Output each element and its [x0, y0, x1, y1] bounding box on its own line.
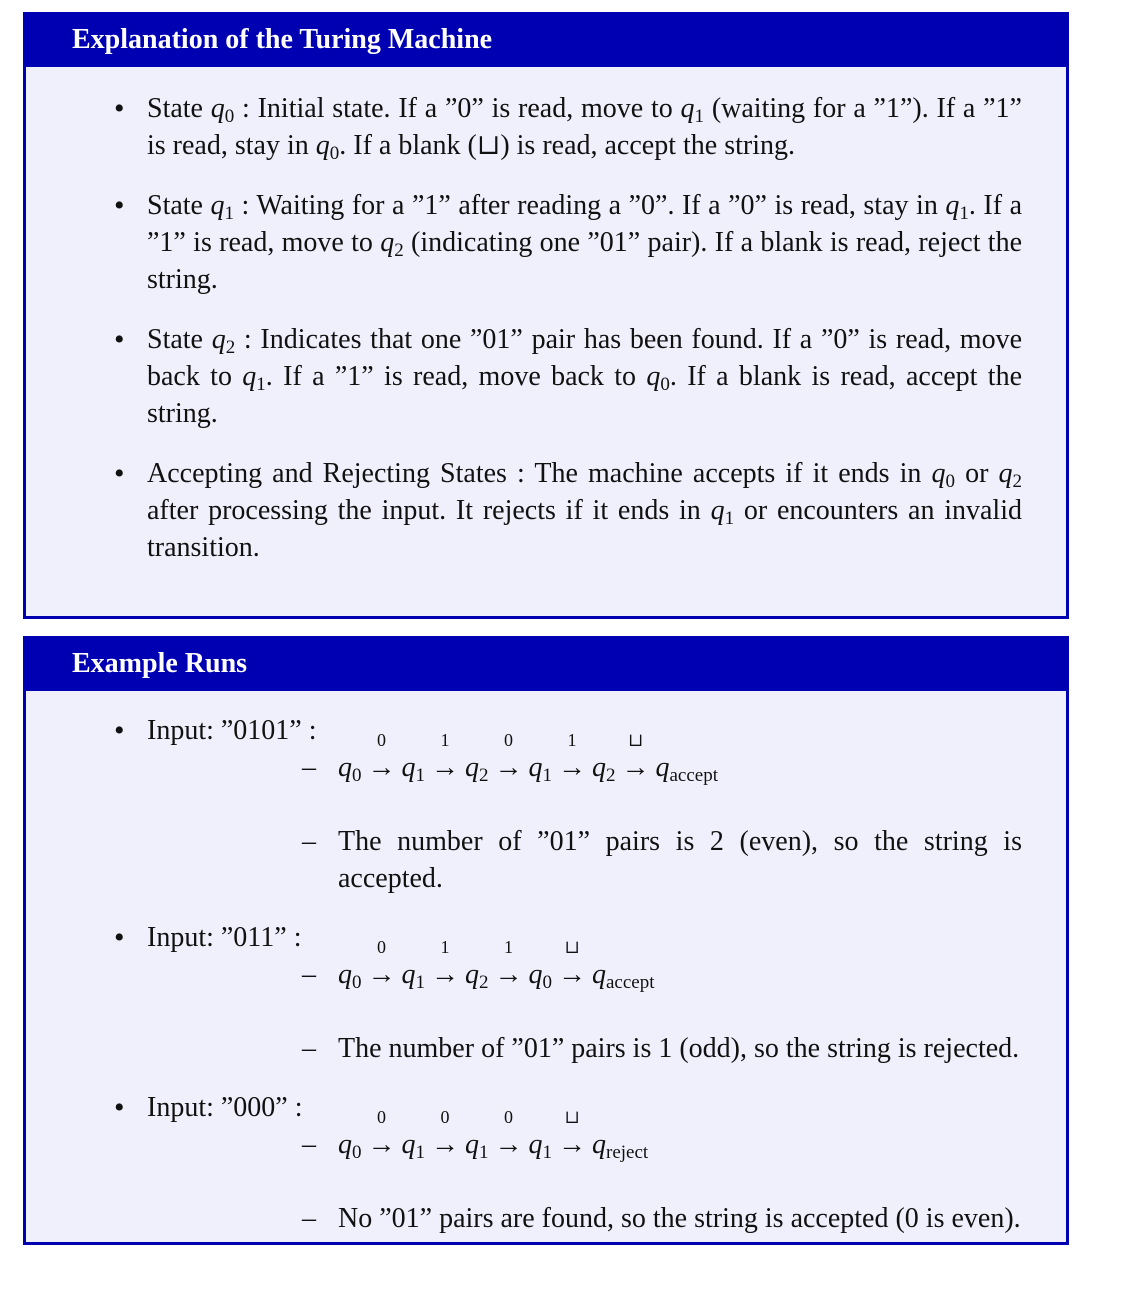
item-text: after processing the input. It rejects if it ends in	[147, 495, 711, 526]
transition-arrow	[492, 730, 526, 786]
example-runs-title: Example Runs	[26, 639, 1066, 691]
state-symbol: q	[210, 93, 225, 124]
transition-symbol: 0	[377, 730, 386, 750]
conclusion-text: The number of ”01” pairs is 2 (even), so the string is accepted.	[338, 826, 1022, 894]
item-text: State	[147, 93, 211, 124]
transition-symbol: 1	[440, 937, 450, 957]
transition-symbol: 0	[377, 937, 386, 957]
state-subscript: 1	[415, 765, 425, 786]
item-text: . If a blank (⊔) is read, accept the string.	[339, 130, 795, 161]
state-symbol: q	[655, 752, 670, 783]
transition-arrow	[555, 937, 589, 993]
transition-symbol: 0	[440, 1107, 450, 1127]
arrow-icon: →	[558, 1129, 586, 1160]
arrow-icon: →	[494, 959, 523, 990]
arrow-icon: →	[558, 752, 586, 783]
state-subscript: 2	[225, 337, 236, 358]
transition-symbol: 0	[504, 1107, 513, 1127]
transition-arrow	[619, 730, 653, 786]
arrow-icon: →	[367, 959, 396, 990]
transition-arrow	[428, 937, 462, 993]
state-subscript: 0	[352, 765, 362, 786]
state-subscript: 0	[329, 143, 340, 164]
explanation-title: Explanation of the Turing Machine	[26, 15, 1066, 67]
transition-arrow	[428, 1107, 462, 1163]
arrow-icon: →	[494, 1129, 523, 1160]
state-subscript: 0	[224, 106, 235, 127]
state-symbol: q	[528, 959, 543, 990]
run-input-label: Input: ”011” :	[147, 922, 302, 953]
state-symbol: q	[646, 361, 661, 392]
transition-symbol: 0	[504, 730, 513, 750]
state-subscript: 1	[694, 106, 705, 127]
explanation-list	[26, 67, 1066, 566]
state-subscript: 0	[352, 1142, 362, 1163]
explanation-item	[26, 90, 1066, 164]
state-subscript: 1	[542, 765, 552, 786]
transition-arrow	[365, 937, 399, 993]
run-input-label: Input: ”000” :	[147, 1092, 303, 1123]
explanation-item	[26, 321, 1066, 432]
state-symbol: q	[528, 752, 543, 783]
state-subscript: 1	[224, 203, 235, 224]
run-item	[26, 919, 1066, 1067]
transition-inner	[338, 730, 719, 790]
arrow-icon: →	[367, 752, 396, 783]
state-symbol: q	[465, 752, 479, 783]
conclusion-text: The number of ”01” pairs is 1 (odd), so the string is rejected.	[338, 1033, 1020, 1064]
arrow-icon: →	[621, 752, 650, 783]
state-symbol: q	[401, 752, 416, 783]
item-text: : Initial state. If a ”0” is read, move to	[234, 93, 681, 124]
state-subscript: reject	[606, 1142, 649, 1163]
state-subscript: 2	[479, 765, 489, 786]
run-conclusion	[147, 1200, 1022, 1237]
item-text: : Waiting for a ”1” after reading a ”0”. If a ”0” is read, stay in	[234, 190, 946, 221]
state-symbol: q	[242, 361, 257, 392]
item-text: (indicating one ”01” pair). If a blank is read, reject the string.	[147, 227, 1022, 295]
transition-arrow	[555, 730, 589, 786]
state-symbol: q	[338, 959, 352, 990]
item-text: or	[955, 458, 999, 489]
state-symbol: q	[401, 959, 416, 990]
state-symbol: q	[945, 190, 960, 221]
state-symbol: q	[380, 227, 395, 258]
state-subscript: 2	[606, 765, 616, 786]
transition-inner	[338, 1107, 649, 1167]
state-subscript: 0	[945, 471, 955, 492]
transition-symbol: 1	[567, 730, 577, 750]
example-runs-box	[23, 636, 1069, 1245]
state-subscript: 2	[479, 972, 489, 993]
item-text: . If a ”1” is read, move to	[147, 190, 1022, 258]
state-subscript: accept	[669, 765, 719, 786]
arrow-icon: →	[367, 1129, 396, 1160]
arrow-icon: →	[431, 959, 459, 990]
state-subscript: 1	[415, 1142, 425, 1163]
state-symbol: q	[401, 1129, 416, 1160]
run-item	[26, 1089, 1066, 1237]
state-subscript: 1	[415, 972, 425, 993]
state-symbol: q	[998, 458, 1013, 489]
explanation-box	[23, 12, 1069, 619]
state-symbol: q	[338, 1129, 352, 1160]
state-subscript: 0	[352, 972, 362, 993]
state-symbol: q	[338, 752, 352, 783]
transition-symbol: ⊔	[627, 730, 644, 750]
item-text: or encounters an invalid transition.	[147, 495, 1022, 563]
explanation-item	[26, 455, 1066, 566]
transition-inner	[338, 937, 655, 997]
transition-arrow	[492, 1107, 526, 1163]
explanation-item	[26, 187, 1066, 298]
state-symbol: q	[465, 1129, 479, 1160]
transition-arrow	[428, 730, 462, 786]
transition-arrow	[555, 1107, 589, 1163]
state-subscript: 1	[959, 203, 969, 224]
state-symbol: q	[592, 1129, 606, 1160]
item-text: (waiting for a ”1”). If a ”1” is read, stay in	[147, 93, 1022, 161]
item-text: State	[147, 190, 211, 221]
state-symbol: q	[710, 495, 725, 526]
state-subscript: 0	[542, 972, 552, 993]
run-conclusion	[147, 1030, 1022, 1067]
run-input-label: Input: ”0101” :	[147, 715, 317, 746]
state-symbol: q	[592, 752, 606, 783]
transition-symbol: ⊔	[564, 937, 580, 957]
state-symbol: q	[680, 93, 695, 124]
state-subscript: accept	[606, 972, 655, 993]
conclusion-text: No ”01” pairs are found, so the string is accepted (0 is even).	[338, 1203, 1021, 1234]
transition-arrow	[365, 730, 399, 786]
arrow-icon: →	[431, 1129, 459, 1160]
state-subscript: 0	[660, 374, 670, 395]
transition-symbol: 1	[440, 730, 450, 750]
state-subscript: 1	[542, 1142, 552, 1163]
state-symbol: q	[315, 130, 330, 161]
arrow-icon: →	[431, 752, 459, 783]
state-symbol: q	[931, 458, 946, 489]
state-symbol: q	[211, 324, 226, 355]
item-text: . If a ”1” is read, move back to	[265, 361, 647, 392]
state-symbol: q	[528, 1129, 543, 1160]
transition-symbol: 1	[504, 937, 513, 957]
run-conclusion	[147, 823, 1022, 897]
item-text: State	[147, 324, 212, 355]
arrow-icon: →	[494, 752, 523, 783]
transition-symbol: ⊔	[564, 1107, 580, 1127]
run-item	[26, 712, 1066, 897]
transition-arrow	[365, 1107, 399, 1163]
state-symbol: q	[210, 190, 225, 221]
state-subscript: 1	[724, 508, 735, 529]
item-text: Accepting and Rejecting States : The machine accepts if it ends in	[147, 458, 932, 489]
item-text: : Indicates that one ”01” pair has been found. If a ”0” is read, move back to	[147, 324, 1022, 392]
state-subscript: 1	[256, 374, 266, 395]
arrow-icon: →	[558, 959, 586, 990]
transition-symbol: 0	[377, 1107, 386, 1127]
state-symbol: q	[465, 959, 479, 990]
transition-arrow	[492, 937, 526, 993]
example-runs-list	[26, 691, 1066, 1237]
state-symbol: q	[592, 959, 606, 990]
state-subscript: 2	[1012, 471, 1022, 492]
state-subscript: 2	[394, 240, 404, 261]
state-subscript: 1	[479, 1142, 489, 1163]
item-text: . If a blank is read, accept the string.	[147, 361, 1022, 429]
